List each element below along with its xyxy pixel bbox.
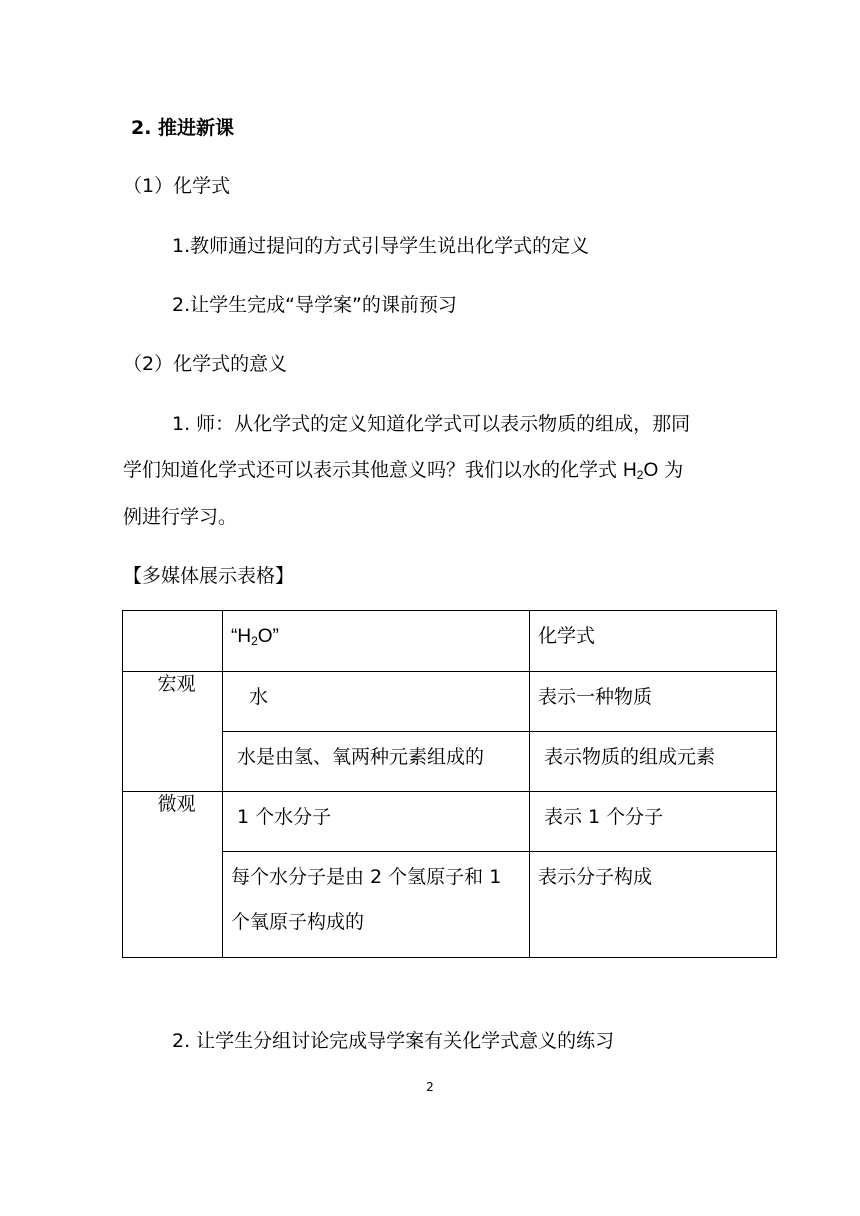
header-subscript: 2	[251, 634, 258, 648]
header-text-end: O”	[257, 626, 279, 647]
formula-o: O	[643, 460, 659, 481]
cell-line: 每个水分子是由 2 个氢原子和 1	[231, 866, 502, 888]
meaning-table	[122, 610, 777, 958]
subsection-title-2: （2）化学式的意义	[123, 353, 288, 375]
page-number: 2	[426, 1080, 434, 1094]
table-row	[123, 611, 777, 672]
media-label: 【多媒体展示表格】	[123, 565, 295, 587]
table-cell-empty	[123, 611, 223, 672]
formula-h: H	[623, 460, 637, 481]
row-label-micro: 微观	[123, 792, 223, 958]
paragraph-text-end: 为	[658, 459, 684, 481]
table-cell	[223, 852, 530, 958]
header-text: “H	[231, 626, 252, 647]
cell-line: 个氧原子构成的	[231, 911, 365, 933]
table-header-formula	[223, 611, 530, 672]
table-header-meaning: 化学式	[530, 611, 777, 672]
formula-subscript: 2	[636, 468, 644, 482]
list-item-2: 2.让学生完成“导学案”的课前预习	[172, 294, 457, 316]
paragraph-line-2	[123, 458, 683, 483]
list-item-discussion: 2. 让学生分组讨论完成导学案有关化学式意义的练习	[172, 1030, 615, 1052]
table-cell: 表示 1 个分子	[530, 792, 777, 852]
paragraph-text: 学们知道化学式还可以表示其他意义吗？我们以水的化学式	[123, 459, 624, 481]
table-row	[123, 792, 777, 852]
subsection-title-1: （1）化学式	[123, 175, 231, 197]
table-cell: 水是由氢、氧两种元素组成的	[223, 732, 530, 792]
paragraph-line-1: 1. 师：从化学式的定义知道化学式可以表示物质的组成，那同	[172, 413, 691, 435]
table-cell: 1 个水分子	[223, 792, 530, 852]
list-item-1: 1.教师通过提问的方式引导学生说出化学式的定义	[172, 235, 590, 257]
table-cell: 表示一种物质	[530, 672, 777, 732]
row-label-macro: 宏观	[123, 672, 223, 792]
paragraph-line-3: 例进行学习。	[123, 506, 238, 528]
table-cell: 水	[223, 672, 530, 732]
table-row	[123, 672, 777, 732]
table-cell: 表示分子构成	[530, 852, 777, 958]
section-heading: 2. 推进新课	[131, 117, 235, 139]
table-cell: 表示物质的组成元素	[530, 732, 777, 792]
